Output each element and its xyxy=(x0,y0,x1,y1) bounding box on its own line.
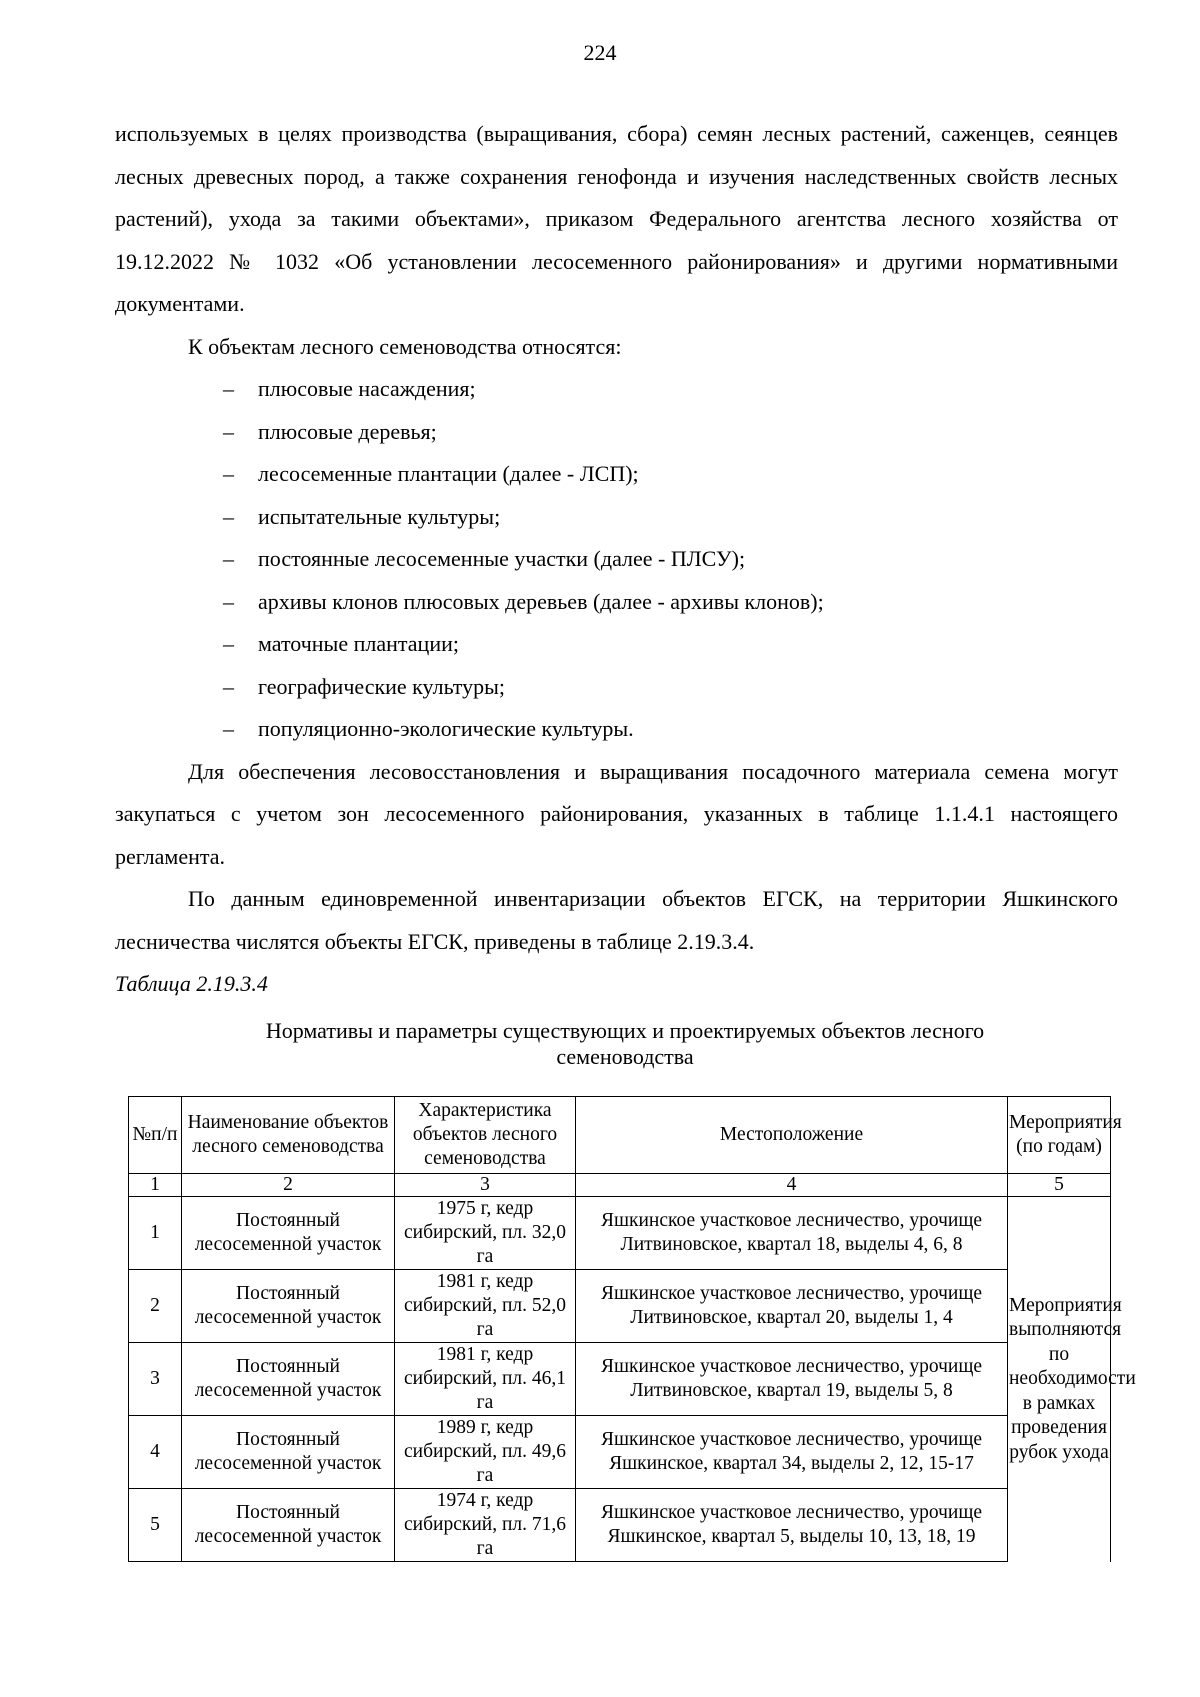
table-label: Таблица 2.19.3.4 xyxy=(115,971,268,996)
measures-cell: Мероприятия выполняются по необходимости в рамках проведения рубок ухода xyxy=(1008,1197,1111,1562)
list-item xyxy=(115,623,1118,666)
list-item-text: плюсовые деревья; xyxy=(258,418,437,444)
row-number: 5 xyxy=(129,1489,182,1562)
table-title: Нормативы и параметры существующих и проектируемых объектов лесного семеноводства xyxy=(265,1018,985,1069)
object-characteristic: 1975 г, кедр сибирский, пл. 32,0 га xyxy=(395,1197,576,1270)
table-row xyxy=(129,1343,1111,1416)
intro-paragraph: используемых в целях производства (выращивания, сбора) семян лесных растений, саженцев, сеянцев лесных древесных пород, а также сохранения генофонда и изучения наследственных свойств лесных растений), ухода за такими объектами», приказом Федерального агентства лесного хозяйства от 19.12.2022 № 1032 «Об установлении лесосеменного районирования» и другими нормативными документами. xyxy=(115,121,1118,316)
column-number: 3 xyxy=(395,1174,576,1197)
page-number: 224 xyxy=(583,40,617,65)
object-characteristic: 1981 г, кедр сибирский, пл. 46,1 га xyxy=(395,1343,576,1416)
object-name: Постоянный лесосеменной участок xyxy=(182,1343,395,1416)
table-row xyxy=(129,1270,1111,1343)
bullet-dash: – xyxy=(223,418,234,444)
row-number: 1 xyxy=(129,1197,182,1270)
list-item xyxy=(115,453,1118,496)
object-location: Яшкинское участковое лесничество, урочище Литвиновское, квартал 19, выделы 5, 8 xyxy=(576,1343,1008,1416)
bullet-dash: – xyxy=(223,546,234,571)
column-number: 5 xyxy=(1008,1174,1111,1197)
object-characteristic: 1989 г, кедр сибирский, пл. 49,6 га xyxy=(395,1416,576,1489)
list-item xyxy=(115,411,1118,454)
list-item xyxy=(115,496,1118,539)
column-number: 1 xyxy=(129,1174,182,1197)
header-cell: Мероприятия (по годам) xyxy=(1008,1097,1111,1174)
list-item-text: популяционно-экологические культуры. xyxy=(258,716,634,741)
objects-list xyxy=(115,368,1118,751)
column-number: 2 xyxy=(182,1174,395,1197)
header-cell: №п/п xyxy=(129,1097,182,1174)
list-item xyxy=(115,708,1118,751)
object-location: Яшкинское участковое лесничество, урочище Литвиновское, квартал 18, выделы 4, 6, 8 xyxy=(576,1197,1008,1270)
bullet-dash: – xyxy=(223,716,234,741)
bullet-dash: – xyxy=(223,376,234,401)
objects-intro: К объектам лесного семеноводства относятся: xyxy=(188,333,622,359)
list-item xyxy=(115,581,1118,624)
list-item-text: географические культуры; xyxy=(258,673,505,699)
object-name: Постоянный лесосеменной участок xyxy=(182,1416,395,1489)
list-item-text: плюсовые насаждения; xyxy=(258,376,476,401)
list-item-text: архивы клонов плюсовых деревьев (далее - архивы клонов); xyxy=(258,588,824,614)
table-row xyxy=(129,1489,1111,1562)
object-characteristic: 1981 г, кедр сибирский, пл. 52,0 га xyxy=(395,1270,576,1343)
object-characteristic: 1974 г, кедр сибирский, пл. 71,6 га xyxy=(395,1489,576,1562)
bullet-dash: – xyxy=(223,588,234,614)
seeds-paragraph: Для обеспечения лесовосстановления и выращивания посадочного материала семена могут закупаться с учетом зон лесосеменного районирования, указанных в таблице 1.1.4.1 настоящего регламента. xyxy=(115,758,1118,869)
table-row xyxy=(129,1416,1111,1489)
seed-objects-table xyxy=(128,1096,1136,1562)
list-item-text: маточные плантации; xyxy=(258,631,459,656)
row-number: 4 xyxy=(129,1416,182,1489)
inventory-paragraph: По данным единовременной инвентаризации объектов ЕГСК, на территории Яшкинского лесничества числятся объекты ЕГСК, приведены в таблице 2.19.3.4. xyxy=(115,886,1118,954)
table-header-row xyxy=(129,1097,1111,1174)
object-location: Яшкинское участковое лесничество, урочище Яшкинское, квартал 5, выделы 10, 13, 18, 19 xyxy=(576,1489,1008,1562)
object-name: Постоянный лесосеменной участок xyxy=(182,1489,395,1562)
header-cell: Характеристика объектов лесного семеноводства xyxy=(395,1097,576,1174)
bullet-dash: – xyxy=(223,503,234,529)
bullet-dash: – xyxy=(223,673,234,699)
document-body xyxy=(115,113,1118,1006)
object-name: Постоянный лесосеменной участок xyxy=(182,1270,395,1343)
list-item xyxy=(115,538,1118,581)
list-item-text: лесосеменные плантации (далее - ЛСП); xyxy=(258,461,639,486)
list-item xyxy=(115,666,1118,709)
row-number: 3 xyxy=(129,1343,182,1416)
bullet-dash: – xyxy=(223,631,234,656)
column-number: 4 xyxy=(576,1174,1008,1197)
header-cell: Наименование объектов лесного семеноводства xyxy=(182,1097,395,1174)
column-number-row xyxy=(129,1174,1111,1197)
object-name: Постоянный лесосеменной участок xyxy=(182,1197,395,1270)
table-row xyxy=(129,1197,1111,1270)
object-location: Яшкинское участковое лесничество, урочище Яшкинское, квартал 34, выделы 2, 12, 15-17 xyxy=(576,1416,1008,1489)
header-cell: Местоположение xyxy=(576,1097,1008,1174)
list-item-text: постоянные лесосеменные участки (далее - ПЛСУ); xyxy=(258,546,746,571)
list-item xyxy=(115,368,1118,411)
row-number: 2 xyxy=(129,1270,182,1343)
object-location: Яшкинское участковое лесничество, урочище Литвиновское, квартал 20, выделы 1, 4 xyxy=(576,1270,1008,1343)
bullet-dash: – xyxy=(223,461,234,486)
list-item-text: испытательные культуры; xyxy=(258,503,501,529)
